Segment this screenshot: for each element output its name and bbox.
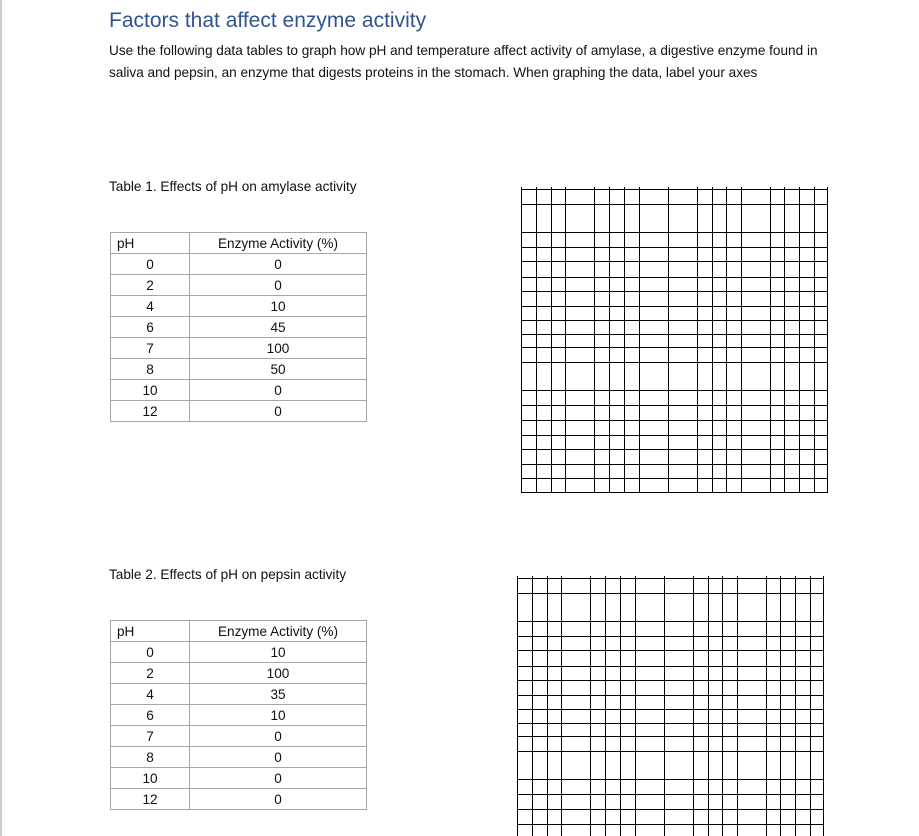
cell-ph: 0 [111,254,190,275]
cell-activity: 50 [190,359,367,380]
grid-line-horizontal [517,636,824,637]
grid-line-vertical [693,576,694,836]
page-title: Factors that affect enzyme activity [109,9,427,32]
grid-line-vertical [780,576,781,836]
table-row [111,317,367,338]
cell-activity: 0 [190,768,367,789]
grid-line-horizontal [517,593,824,594]
grid-line-vertical [605,576,606,836]
amylase-table [110,232,367,422]
cell-ph: 6 [111,317,190,338]
cell-activity: 35 [190,684,367,705]
grid-line-horizontal [517,824,824,825]
cell-ph: 12 [111,789,190,810]
header-activity: Enzyme Activity (%) [190,621,367,642]
grid-line-vertical [766,576,767,836]
table-row [111,726,367,747]
grid-line-horizontal [517,650,824,651]
grid-line-horizontal [517,809,824,810]
cell-ph: 8 [111,359,190,380]
cell-ph: 2 [111,275,190,296]
grid-line-horizontal [521,420,828,421]
pepsin-table [110,620,367,810]
grid-line-horizontal [517,695,824,696]
grid-line-horizontal [517,709,824,710]
grid-line-horizontal [521,449,828,450]
cell-ph: 10 [111,380,190,401]
cell-ph: 10 [111,768,190,789]
cell-activity: 0 [190,726,367,747]
grid-line-horizontal [517,666,824,667]
grid-line-horizontal [521,464,828,465]
grid-line-horizontal [521,261,828,262]
table-row [111,642,367,663]
grid-line-horizontal [521,189,828,190]
grid-line-vertical [664,576,665,836]
cell-ph: 4 [111,296,190,317]
table-row [111,296,367,317]
cell-activity: 10 [190,642,367,663]
cell-activity: 0 [190,789,367,810]
cell-activity: 0 [190,747,367,768]
grid-line-horizontal [517,723,824,724]
cell-ph: 0 [111,642,190,663]
cell-activity: 0 [190,275,367,296]
grid-line-horizontal [521,334,828,335]
cell-activity: 0 [190,401,367,422]
grid-line-horizontal [521,405,828,406]
grid-line-vertical [722,576,723,836]
header-ph: pH [111,233,190,254]
table-row [111,789,367,810]
grid-line-vertical [795,576,796,836]
cell-activity: 100 [190,663,367,684]
table-1-caption: Table 1. Effects of pH on amylase activity [109,179,357,194]
table-row [111,663,367,684]
cell-ph: 8 [111,747,190,768]
header-ph: pH [111,621,190,642]
grid-line-vertical [810,576,811,836]
grid-line-horizontal [521,362,828,363]
grid-line-vertical [635,576,636,836]
grid-line-horizontal [521,320,828,321]
cell-activity: 45 [190,317,367,338]
table-row [111,338,367,359]
intro-paragraph: Use the following data tables to graph how pH and temperature affect activity of amylase, a digestive enzyme found in saliva and pepsin, an enzyme that digests proteins in the stomach. When graphing the data, label your axes [109,43,818,80]
grid-line-vertical [590,576,591,836]
cell-activity: 0 [190,254,367,275]
table-row [111,747,367,768]
table-row [111,768,367,789]
cell-activity: 100 [190,338,367,359]
grid-line-horizontal [517,680,824,681]
grid-line-vertical [823,576,824,836]
table-row [111,254,367,275]
grid-line-horizontal [521,492,828,493]
grid-line-horizontal [521,478,828,479]
table-row [111,684,367,705]
cell-ph: 7 [111,338,190,359]
table-header-row [111,621,367,642]
grid-line-vertical [737,576,738,836]
cell-activity: 10 [190,296,367,317]
grid-line-horizontal [521,277,828,278]
table-row [111,401,367,422]
cell-ph: 2 [111,663,190,684]
grid-line-vertical [561,576,562,836]
grid-line-horizontal [521,291,828,292]
grid-line-horizontal [521,390,828,391]
grid-line-horizontal [517,578,824,579]
grid-line-vertical [620,576,621,836]
cell-activity: 0 [190,380,367,401]
grid-line-vertical [517,576,518,836]
cell-ph: 6 [111,705,190,726]
grid-line-horizontal [521,232,828,233]
cell-ph: 4 [111,684,190,705]
grid-line-horizontal [521,347,828,348]
table-row [111,380,367,401]
table-2-caption: Table 2. Effects of pH on pepsin activity [109,567,347,582]
grid-line-vertical [532,576,533,836]
grid-line-horizontal [521,204,828,205]
grid-line-horizontal [521,306,828,307]
cell-activity: 10 [190,705,367,726]
grid-line-horizontal [517,751,824,752]
table-row [111,275,367,296]
table-row [111,359,367,380]
grid-line-horizontal [517,621,824,622]
grid-line-horizontal [517,779,824,780]
grid-line-horizontal [521,435,828,436]
header-activity: Enzyme Activity (%) [190,233,367,254]
grid-line-horizontal [517,794,824,795]
cell-ph: 7 [111,726,190,747]
grid-line-vertical [708,576,709,836]
grid-line-horizontal [517,736,824,737]
grid-line-vertical [547,576,548,836]
table-header-row [111,233,367,254]
page-edge [0,0,2,836]
table-row [111,705,367,726]
grid-line-horizontal [521,247,828,248]
cell-ph: 12 [111,401,190,422]
